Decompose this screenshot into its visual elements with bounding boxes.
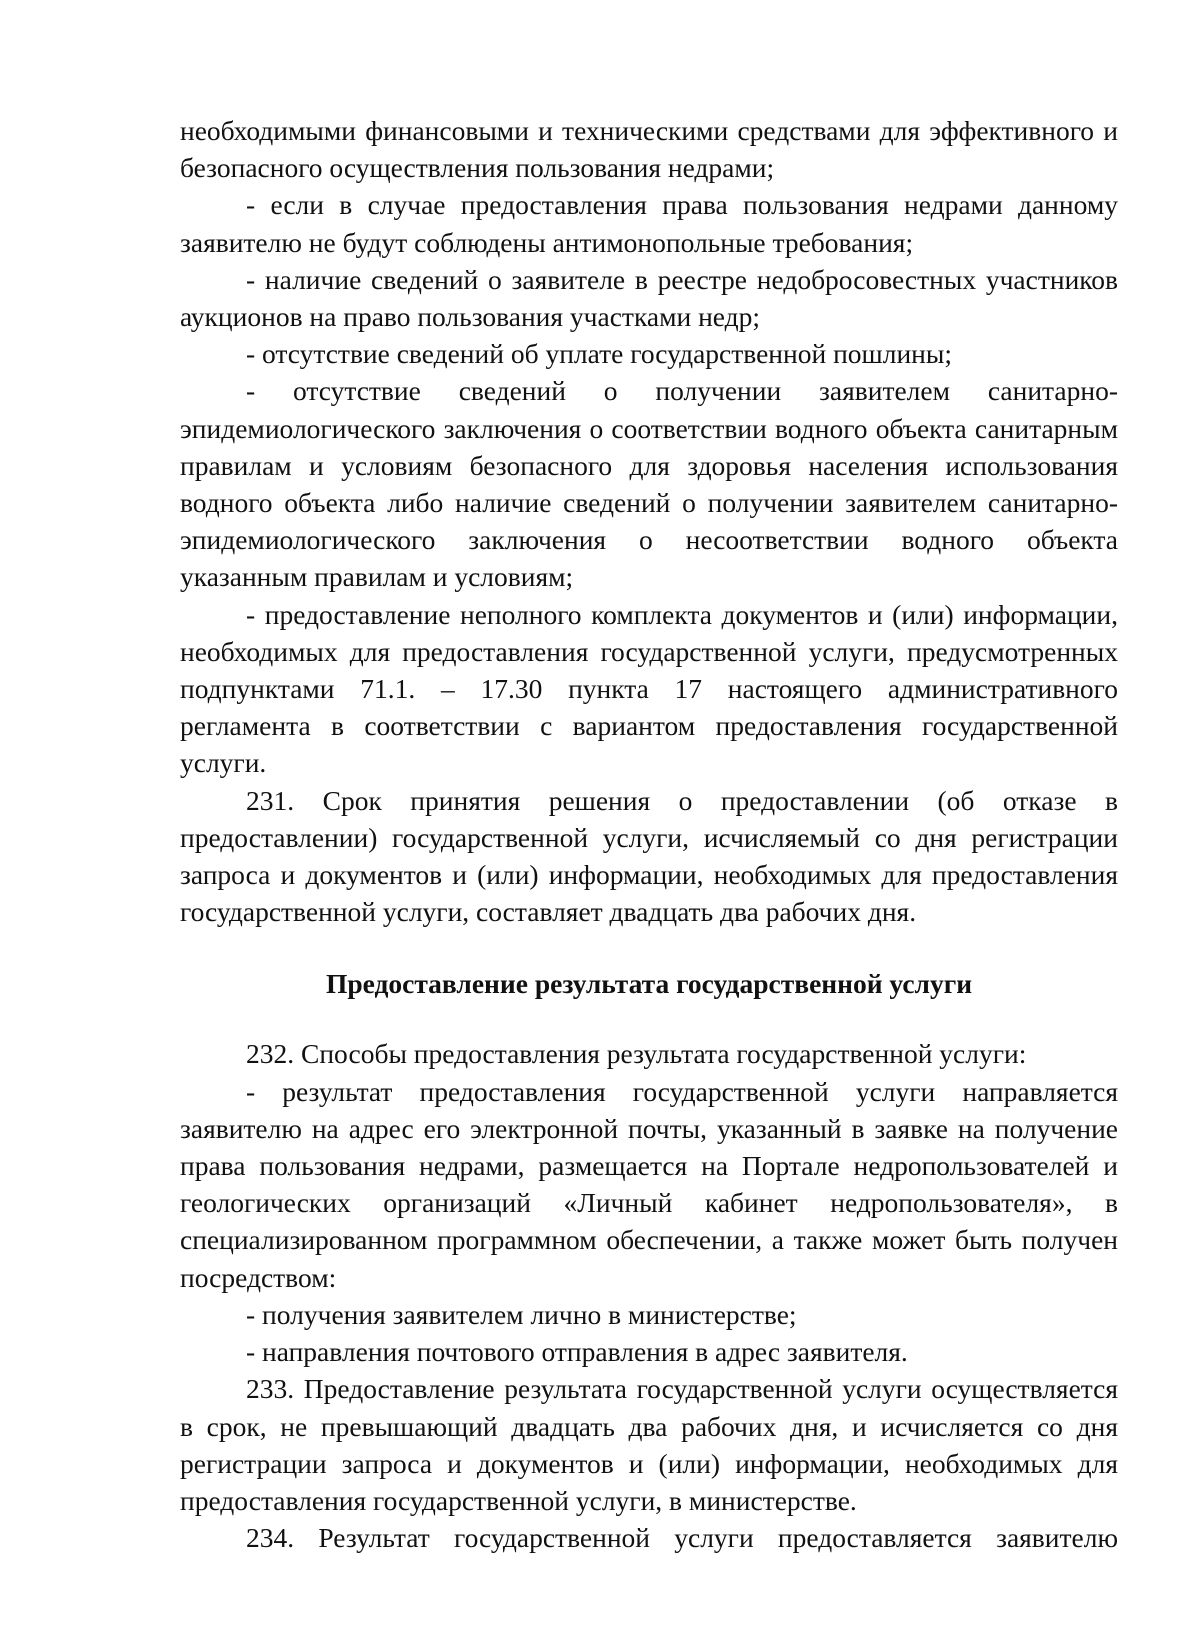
paragraph-232: 232. Способы предоставления результата государственной услуги:	[246, 1038, 1027, 1070]
paragraph-234: 234. Результат государственной услуги предоставляется заявителю	[246, 1522, 1118, 1554]
section-heading: Предоставление результата государственной услуги	[325, 968, 973, 1000]
paragraph-state-duty: - отсутствие сведений об уплате государственной пошлины;	[246, 338, 953, 370]
paragraph-by-mail: - направления почтового отправления в адрес заявителя.	[246, 1336, 908, 1368]
document-page	[180, 112, 1118, 1556]
paragraph-incomplete-docs: - предоставление неполного комплекта документов и (или) информации, необходимых для предоставления государственной услуги, предусмотренных подпунктами 71.1. – 17.30 пункта 17 настоящего административного регламента в соответствии с вариантом предоставления государственной услуги.	[180, 598, 1118, 779]
paragraph-231: 231. Срок принятия решения о предоставлении (об отказе в предоставлении) государственной услуги, исчисляемый со дня регистрации запроса и документов и (или) информации, необходимых для предоставления государственной услуги, составляет двадцать два рабочих дня.	[180, 784, 1118, 928]
paragraph-registry: - наличие сведений о заявителе в реестре недобросовестных участников аукционов на право пользования участками недр;	[180, 263, 1118, 333]
paragraph-result-delivery: - результат предоставления государственной услуги направляется заявителю на адрес его электронной почты, указанный в заявке на получение права пользования недрами, размещается на Портале недропользователей и геологических организаций «Личный кабинет недропользователя», в специализированном программном обеспечении, а также может быть получен посредством:	[180, 1075, 1118, 1293]
paragraph-233: 233. Предоставление результата государственной услуги осуществляется в срок, не превышающий двадцать два рабочих дня, и исчисляется со дня регистрации запроса и документов и (или) информации, необходимых для предоставления государственной услуги, в министерстве.	[180, 1373, 1118, 1516]
paragraph-continuation: необходимыми финансовыми и техническими средствами для эффективного и безопасного осуществления пользования недрами;	[180, 115, 1118, 184]
paragraph-antimonopoly: - если в случае предоставления права пользования недрами данному заявителю не будут соблюдены антимонопольные требования;	[180, 189, 1118, 258]
paragraph-in-person: - получения заявителем лично в министерстве;	[246, 1298, 797, 1330]
paragraph-sanitary: - отсутствие сведений о получении заявителем санитарно-эпидемиологического заключения о соответствии водного объекта санитарным правилам и условиям безопасного для здоровья населения использования водного объекта либо наличие сведений о получении заявителем санитарно-эпидемиологического заключения о несоответствии водного объекта указанным правилам и условиям;	[180, 375, 1118, 593]
spacer	[180, 930, 1118, 965]
spacer	[180, 1002, 1118, 1035]
